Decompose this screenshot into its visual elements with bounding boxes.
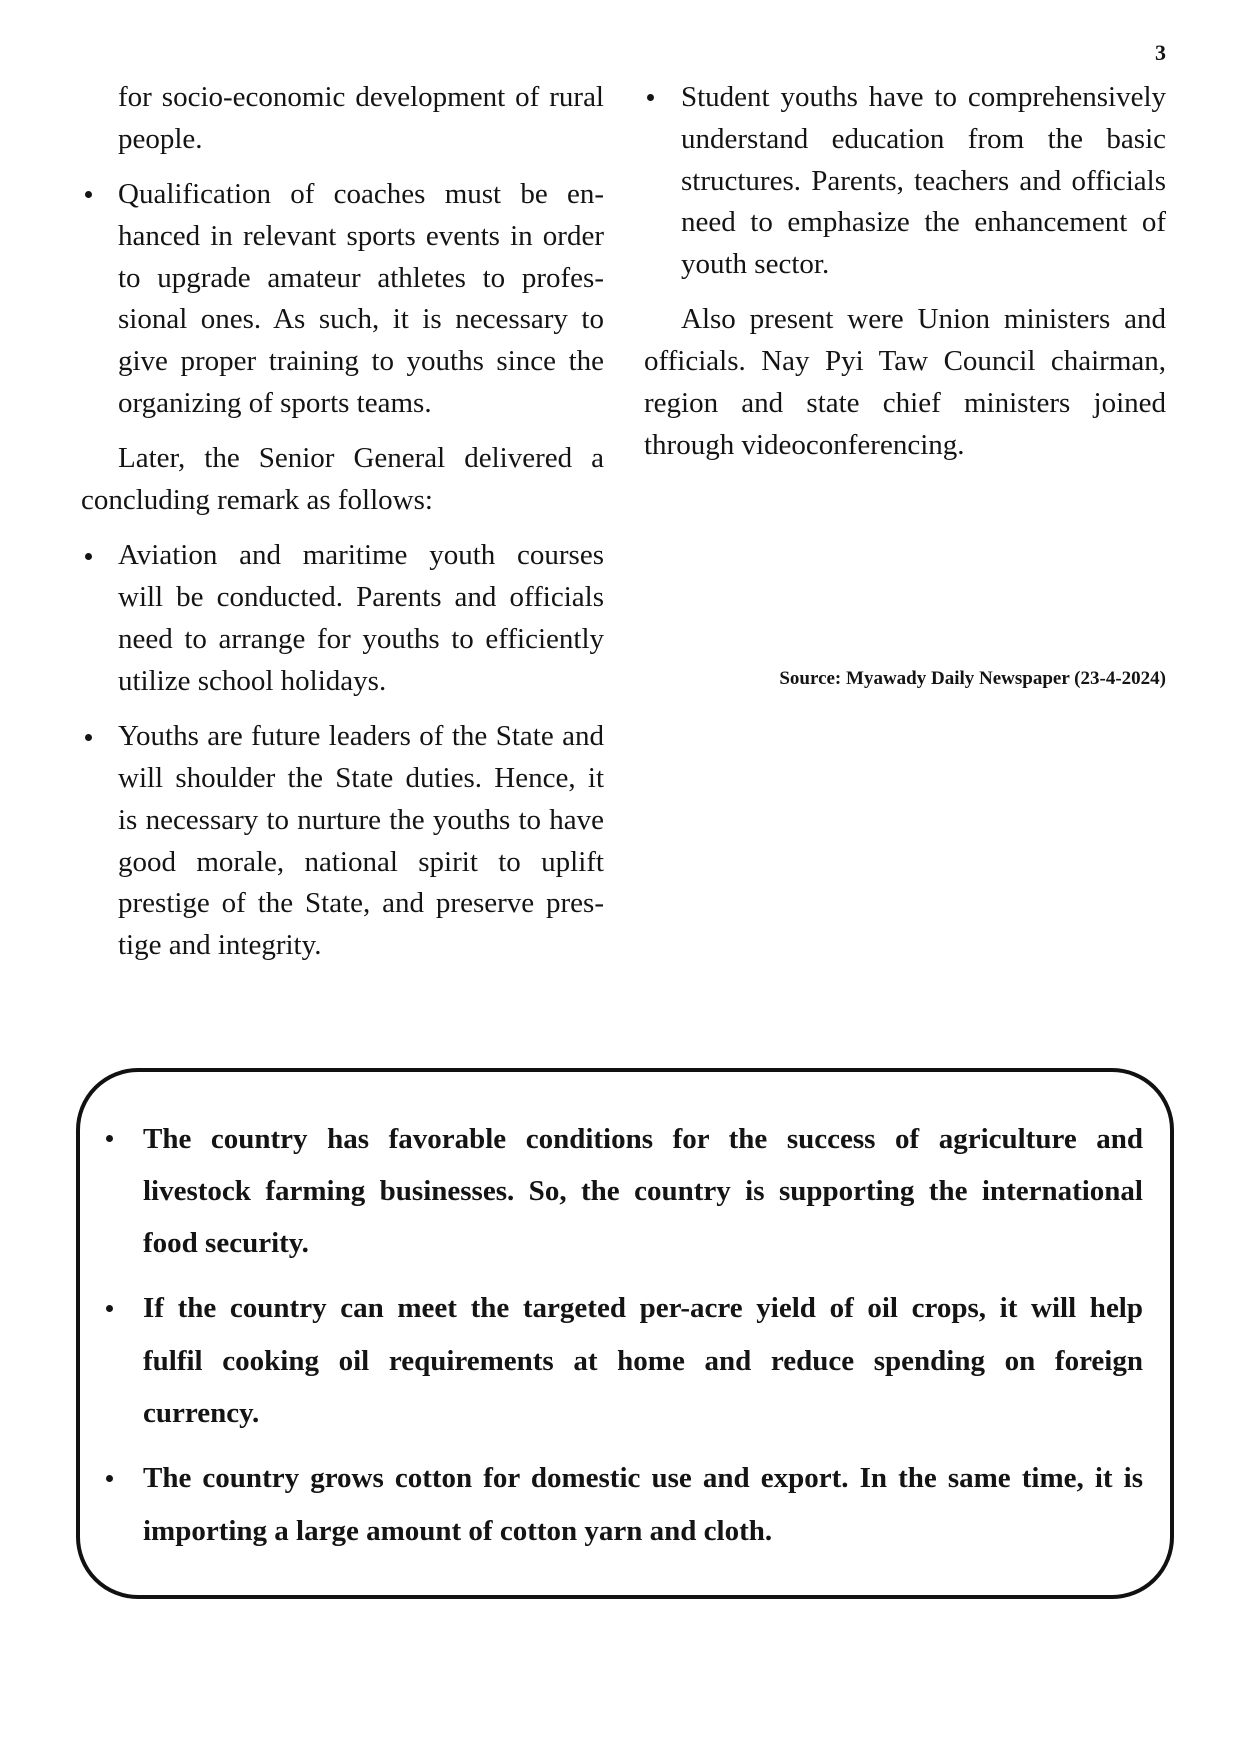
text-line: importing a large amount of cotton yarn and cloth. <box>143 1514 773 1547</box>
text-line: The country has favorable conditions for the success of agriculture and <box>143 1122 1143 1155</box>
bullet-dot <box>85 191 92 198</box>
highlight-point <box>98 1452 1143 1557</box>
highlight-point <box>98 1113 1143 1270</box>
bullet-dot <box>647 94 654 101</box>
paragraph <box>644 299 1166 466</box>
text-line: people. <box>118 122 203 155</box>
text-line: Youths are future leaders of the State and <box>118 720 604 753</box>
bullet-item <box>81 174 604 425</box>
bullet-dot <box>106 1475 113 1482</box>
right-column <box>644 77 1166 467</box>
text-line: will shoulder the State duties. Hence, it <box>118 761 604 794</box>
text-line: Aviation and maritime youth courses <box>118 539 604 572</box>
text-line: will be conducted. Parents and officials <box>118 581 604 614</box>
bullet-item <box>644 77 1166 286</box>
text-line: to upgrade amateur athletes to profes- <box>118 261 604 294</box>
text-line: Also present were Union ministers and <box>681 303 1166 336</box>
text-line: Qualification of coaches must be en- <box>118 178 604 211</box>
text-line: need to emphasize the enhancement of <box>681 206 1166 239</box>
text-line: good morale, national spirit to uplift <box>118 845 604 878</box>
text-line: for socio-economic development of rural <box>118 81 604 113</box>
text-line: structures. Parents, teachers and officials <box>681 164 1166 197</box>
text-line: is necessary to nurture the youths to have <box>118 803 604 836</box>
bullet-dot <box>85 734 92 741</box>
text-line: through videoconferencing. <box>644 428 965 461</box>
text-line: prestige of the State, and preserve pres- <box>118 887 604 920</box>
text-line: currency. <box>143 1397 260 1430</box>
bullet-dot <box>106 1135 113 1142</box>
text-line: livestock farming businesses. So, the country is supporting the international <box>143 1174 1143 1207</box>
continued-bullet-text <box>81 77 604 161</box>
text-line: concluding remark as follows: <box>81 484 433 517</box>
text-line: food security. <box>143 1227 309 1260</box>
text-line: sional ones. As such, it is necessary to <box>118 303 604 336</box>
text-line: If the country can meet the targeted per-acre yield of oil crops, it will help <box>143 1292 1143 1325</box>
bullet-item <box>81 716 604 967</box>
text-line: Student youths have to comprehensively <box>681 81 1166 113</box>
text-line: utilize school holidays. <box>118 664 387 697</box>
text-line: Later, the Senior General delivered a <box>118 442 604 475</box>
text-line: tige and integrity. <box>118 929 322 962</box>
text-line: understand education from the basic <box>681 122 1166 155</box>
paragraph <box>81 438 604 522</box>
source-credit: Source: Myawady Daily Newspaper (23-4-2024) <box>779 668 1166 689</box>
highlight-points <box>98 1113 1143 1557</box>
bullet-item <box>81 535 604 702</box>
text-line: youth sector. <box>681 248 830 281</box>
bullet-dot <box>106 1305 113 1312</box>
text-line: give proper training to youths since the <box>118 345 604 378</box>
text-line: hanced in relevant sports events in order <box>118 219 604 252</box>
text-line: need to arrange for youths to efficiently <box>118 623 604 656</box>
bullet-dot <box>85 553 92 560</box>
text-line: officials. Nay Pyi Taw Council chairman, <box>644 345 1166 378</box>
text-line: fulfil cooking oil requirements at home and reduce spending on foreign <box>143 1344 1143 1377</box>
text-line: organizing of sports teams. <box>118 387 432 420</box>
text-line: region and state chief ministers joined <box>644 387 1166 420</box>
text-line: The country grows cotton for domestic use and export. In the same time, it is <box>143 1462 1143 1495</box>
highlight-point <box>98 1282 1143 1439</box>
left-column <box>81 77 604 967</box>
page-number: 3 <box>1155 40 1166 65</box>
